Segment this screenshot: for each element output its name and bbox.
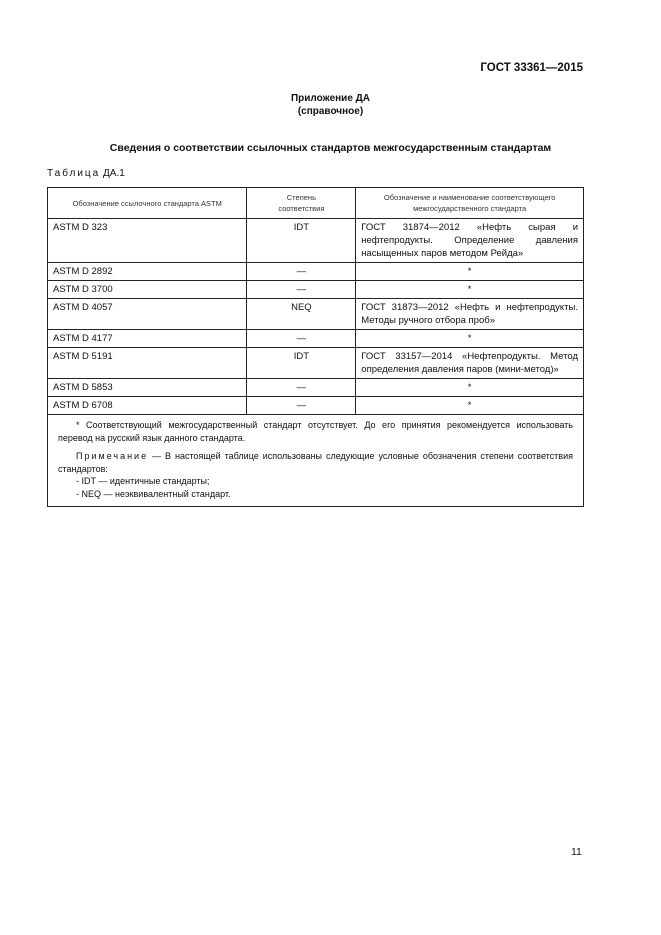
cell-reference: ASTM D 3700 [48,281,247,299]
annex-subtitle: (справочное) [297,106,364,117]
cell-reference: ASTM D 5191 [48,348,247,379]
cell-reference: ASTM D 6708 [48,397,247,415]
note-item-neq: - NEQ — неэквивалентный стандарт. [76,488,231,499]
cell-degree: — [247,281,356,299]
cell-standard-name: * [356,397,584,415]
cell-degree: — [247,379,356,397]
table-caption-prefix: Таблица [47,168,101,179]
standards-table [47,187,584,507]
table-footnote-row [48,415,584,507]
table-row [48,330,584,348]
header-interstate-standard [356,188,584,219]
cell-reference: ASTM D 2892 [48,263,247,281]
annex-title: Приложение ДА [290,93,371,104]
cell-standard-name: ГОСТ 31873—2012 «Нефть и нефтепродукты. Методы ручного отбора проб» [356,299,584,330]
cell-standard-name: * [356,379,584,397]
cell-standard-name: * [356,263,584,281]
page-number: 11 [571,846,582,858]
annex-heading [0,92,661,118]
document-code: ГОСТ 33361—2015 [480,62,583,74]
table-row [48,219,584,263]
cell-reference: ASTM D 323 [48,219,247,263]
header-standard-line1: Обозначение и наименование соответствующего [383,193,556,202]
cell-standard-name: * [356,330,584,348]
cell-degree: — [247,263,356,281]
table-row [48,348,584,379]
cell-degree: NEQ [247,299,356,330]
cell-reference: ASTM D 5853 [48,379,247,397]
table-footnote [48,415,584,507]
cell-degree: IDT [247,219,356,263]
note [58,450,573,475]
footnote-text: * Соответствующий межгосударственный стандарт отсутствует. До его принятия рекомендуется использовать перевод на русский язык данного стандарта. [58,420,573,443]
cell-degree: — [247,397,356,415]
table-row [48,281,584,299]
header-degree [247,188,356,219]
table-header-row [48,188,584,219]
table-caption-number: ДА.1 [103,168,125,179]
header-degree-line1: Степень [286,193,316,202]
note-item-idt: - IDT — идентичные стандарты; [76,476,210,486]
cell-standard-name: * [356,281,584,299]
cell-degree: — [247,330,356,348]
table-row [48,299,584,330]
table-row [48,263,584,281]
header-degree-line2: соответствия [278,204,325,213]
cell-degree: IDT [247,348,356,379]
table-caption [47,168,125,179]
cell-reference: ASTM D 4177 [48,330,247,348]
header-astm-designation: Обозначение ссылочного стандарта ASTM [48,188,247,219]
table-row [48,379,584,397]
page-title: Сведения о соответствии ссылочных стандартов межгосударственным стандартам [109,142,552,154]
note-text: — В настоящей таблице использованы следующие условные обозначения степени соответствия стандартов: [58,451,573,474]
header-standard-line2: межгосударственного стандарта [413,204,527,213]
note-label: Примечание [76,451,149,461]
table-row [48,397,584,415]
cell-reference: ASTM D 4057 [48,299,247,330]
cell-standard-name: ГОСТ 31874—2012 «Нефть сырая и нефтепродукты. Определение давления насыщенных паров методом Рейда» [356,219,584,263]
cell-standard-name: ГОСТ 33157—2014 «Нефтепродукты. Метод определения давления паров (мини-метод)» [356,348,584,379]
